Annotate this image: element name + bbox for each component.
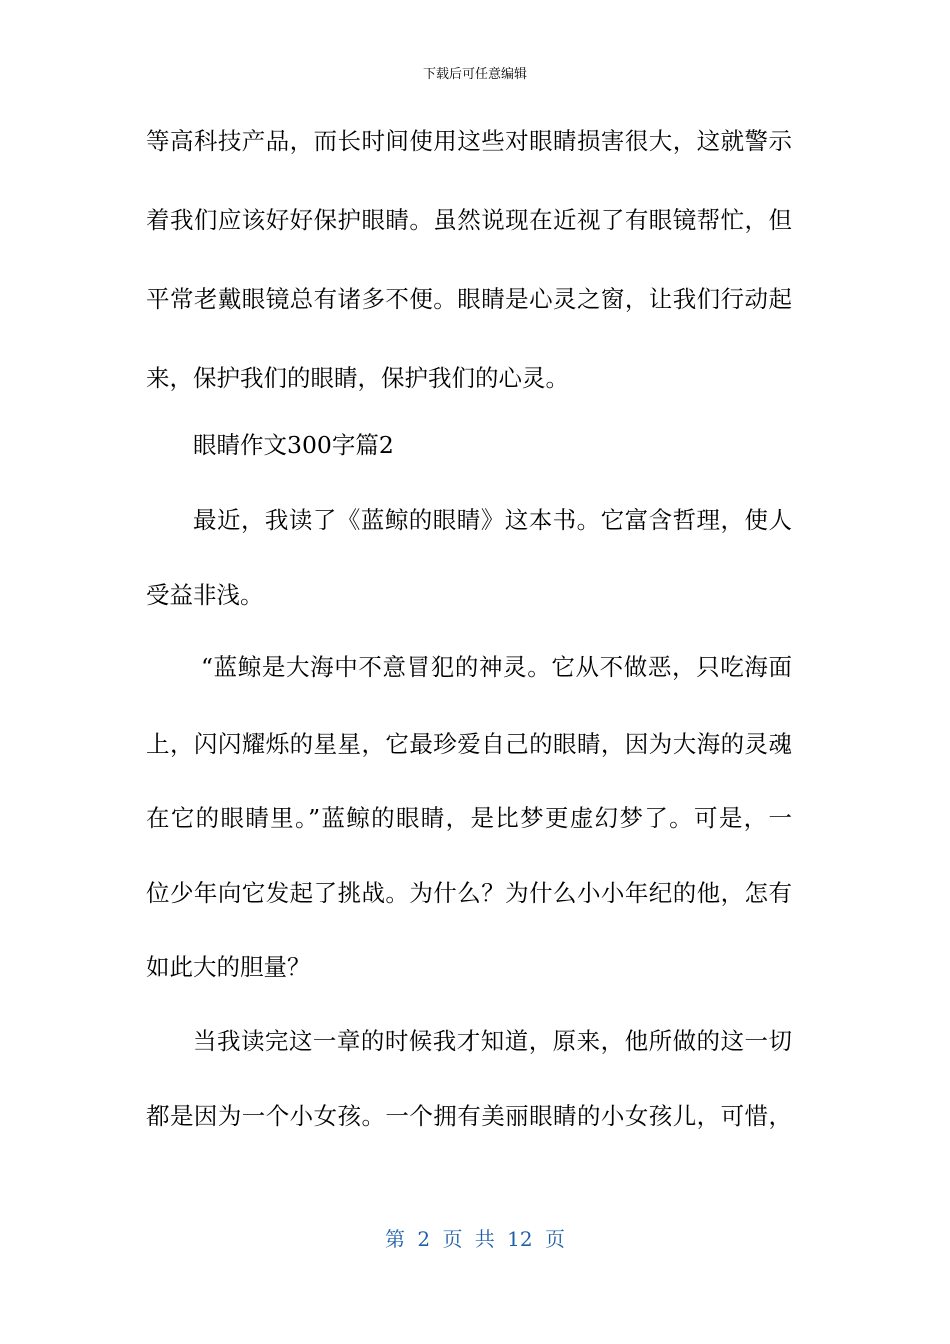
paragraph-line-11: 如此大的胆量？ xyxy=(146,953,311,981)
paragraph-line-6: 受益非浅。 xyxy=(146,581,264,609)
paragraph-line-9: 在它的眼睛里。”蓝鲸的眼睛，是比梦更虚幻梦了。可是，一 xyxy=(146,804,792,832)
paragraph-line-3: 平常老戴眼镜总有诸多不便。眼睛是心灵之窗，让我们行动起 xyxy=(146,285,792,313)
paragraph-line-13: 都是因为一个小女孩。一个拥有美丽眼睛的小女孩儿，可惜， xyxy=(146,1102,792,1130)
paragraph-line-4: 来，保护我们的眼睛，保护我们的心灵。 xyxy=(146,364,569,392)
paragraph-line-2: 着我们应该好好保护眼睛。虽然说现在近视了有眼镜帮忙，但 xyxy=(146,206,792,234)
page-header: 下载后可任意编辑 xyxy=(422,67,527,82)
section-heading: 眼睛作文300字篇2 xyxy=(193,431,394,459)
paragraph-line-8: 上，闪闪耀烁的星星，它最珍爱自己的眼睛，因为大海的灵魂 xyxy=(146,730,792,758)
paragraph-line-10: 位少年向它发起了挑战。为什么？为什么小小年纪的他，怎有 xyxy=(146,879,792,907)
page-number-footer: 第 2 页 共 12 页 xyxy=(385,1227,565,1251)
paragraph-line-5: 最近，我读了《蓝鲸的眼睛》这本书。它富含哲理，使人 xyxy=(193,506,792,534)
paragraph-line-1: 等高科技产品，而长时间使用这些对眼睛损害很大，这就警示 xyxy=(146,127,792,155)
paragraph-line-12: 当我读完这一章的时候我才知道，原来，他所做的这一切 xyxy=(193,1027,792,1055)
paragraph-line-7: “蓝鲸是大海中不意冒犯的神灵。它从不做恶，只吃海面 xyxy=(201,653,792,681)
